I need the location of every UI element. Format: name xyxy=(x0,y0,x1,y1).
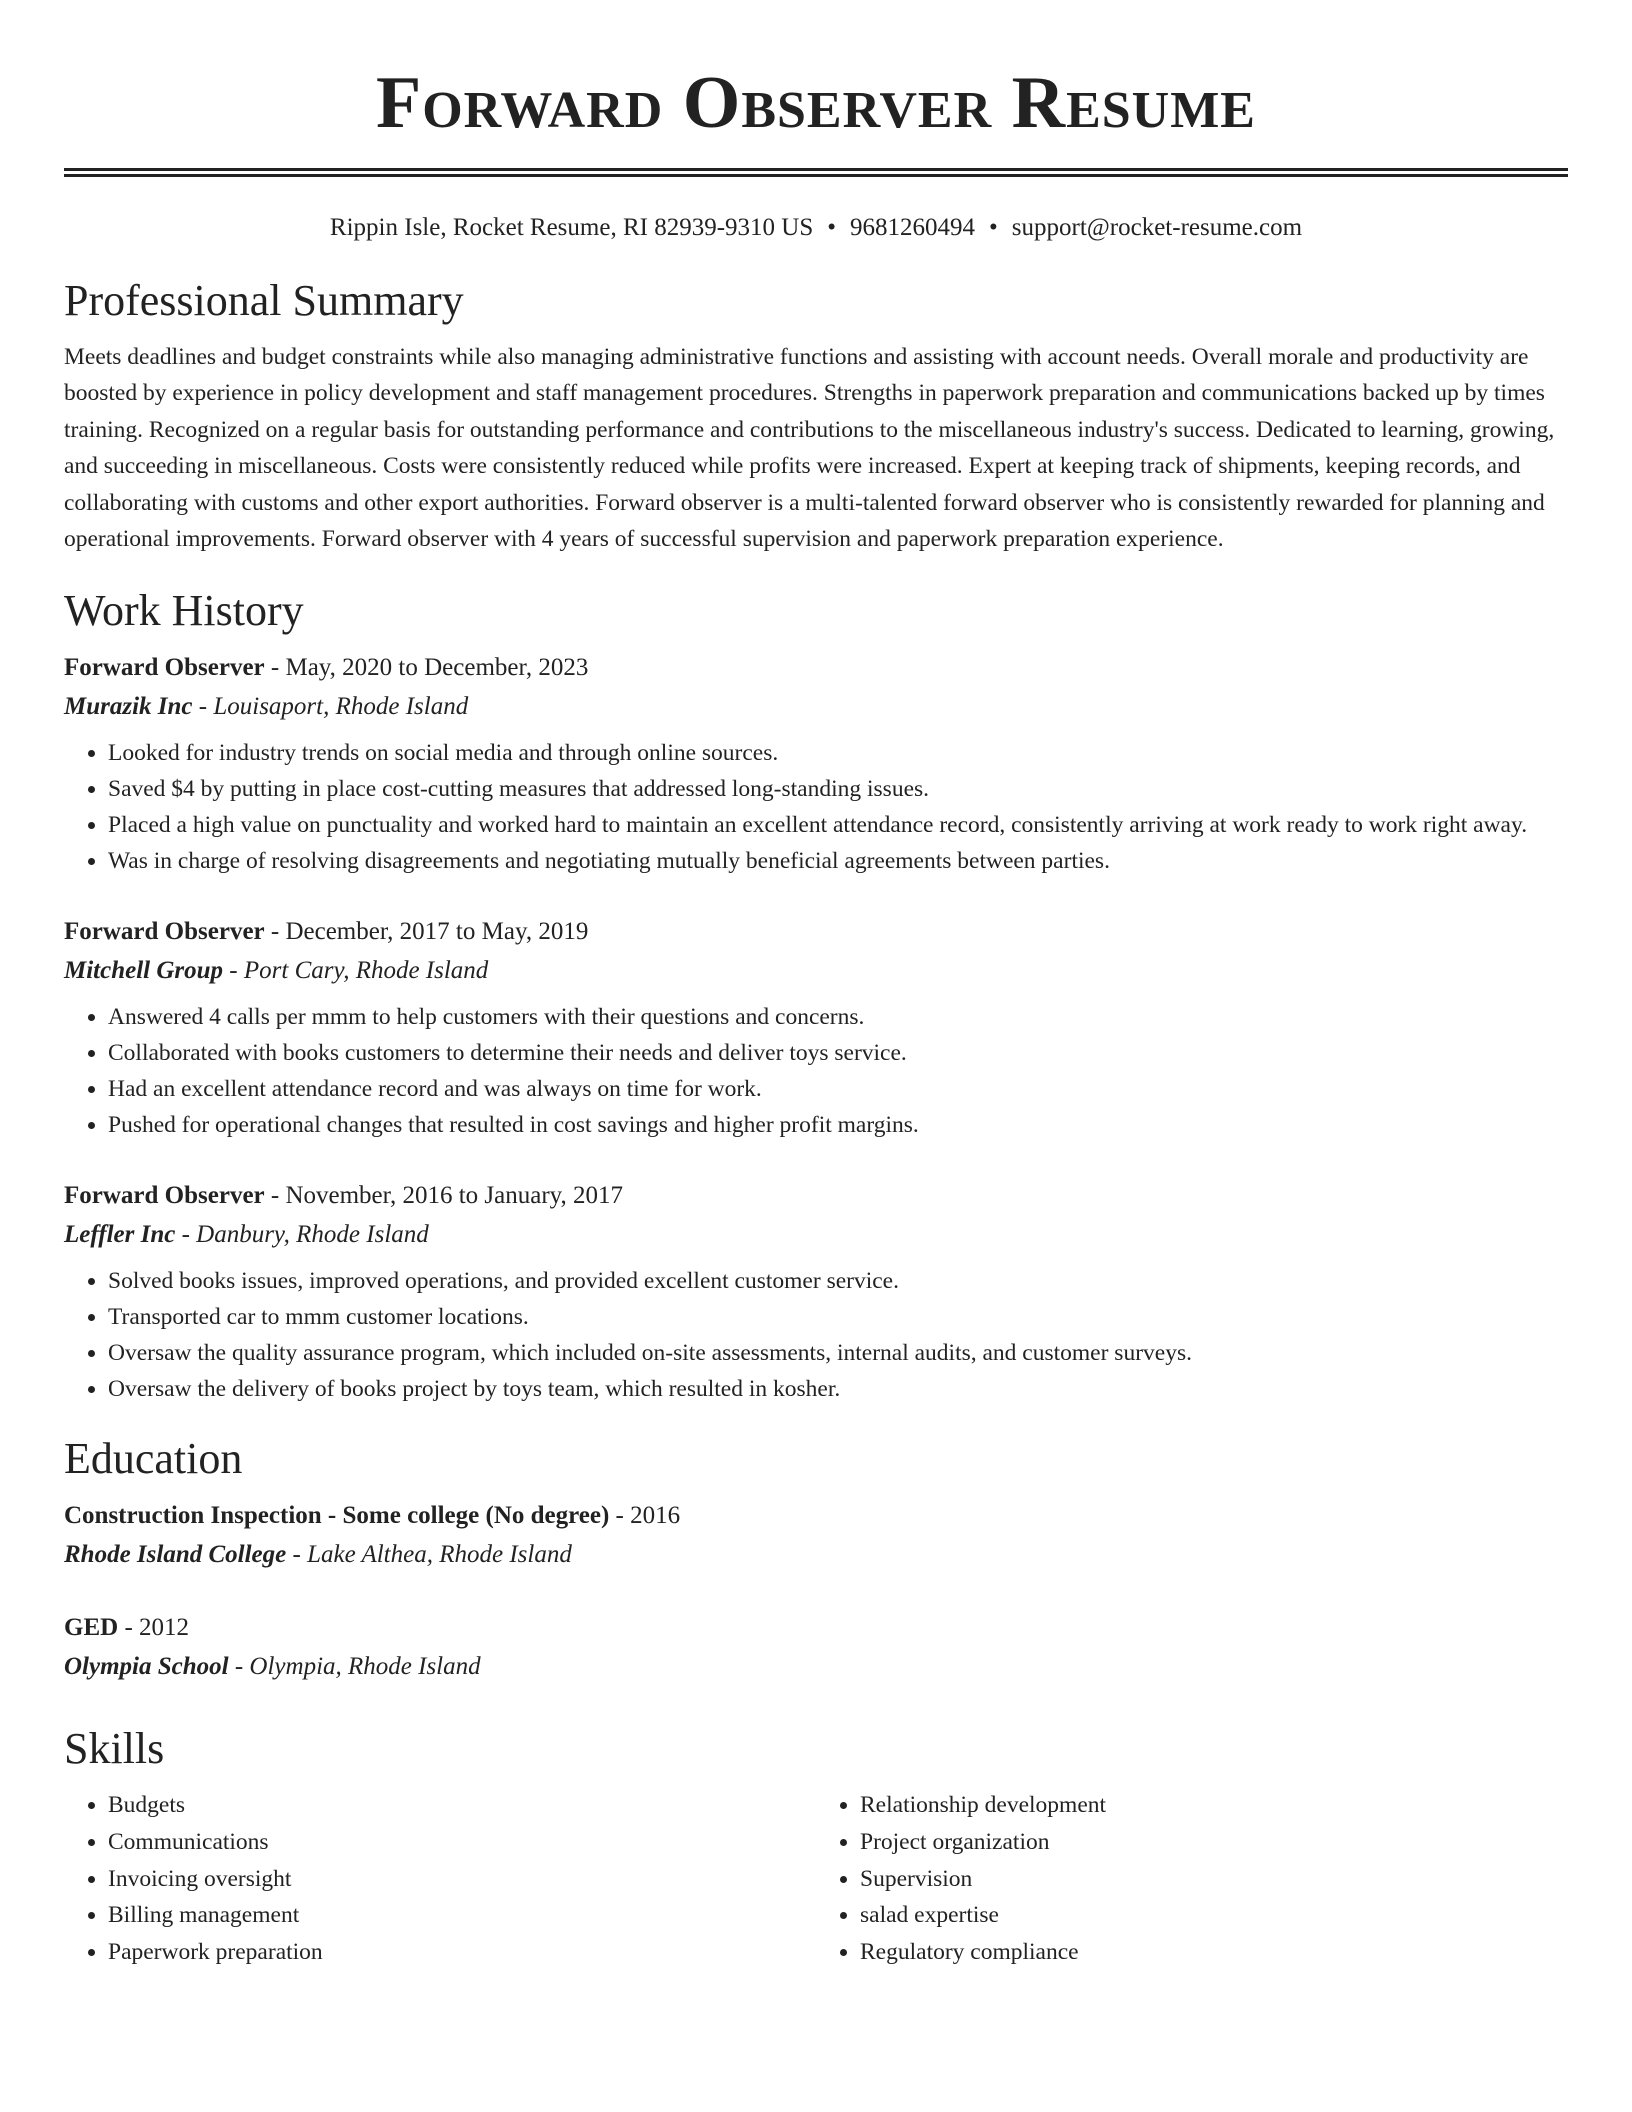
job-bullet: • Collaborated with books customers to determine their needs and deliver toys service. xyxy=(108,1035,1568,1071)
job-entry xyxy=(64,649,1568,879)
company-line xyxy=(64,1215,1568,1255)
skills-list-left xyxy=(64,1787,816,1970)
job-bullet: • Answered 4 calls per mmm to help customers with their questions and concerns. xyxy=(108,999,1568,1035)
skill-item: • Invoicing oversight xyxy=(108,1861,816,1898)
skill-item: • Project organization xyxy=(860,1824,1568,1861)
school-name: Olympia School xyxy=(64,1653,229,1681)
degree-line xyxy=(64,1497,1568,1535)
company-location: - Danbury, Rhode Island xyxy=(175,1221,429,1249)
contact-address: Rippin Isle, Rocket Resume, RI 82939-9310 US xyxy=(329,214,814,241)
job-title: Forward Observer xyxy=(64,918,265,946)
company-line xyxy=(64,951,1568,991)
degree-year: - 2016 xyxy=(609,1502,681,1530)
job-bullet: • Placed a high value on punctuality and worked hard to maintain an excellent attendance record, consistently arriving at work ready to work right away. xyxy=(108,807,1568,843)
education-heading: Education xyxy=(64,1434,243,1484)
skill-item: • Communications xyxy=(108,1824,816,1861)
skill-item: • Billing management xyxy=(108,1897,816,1934)
degree-line xyxy=(64,1609,1568,1647)
degree-name: Construction Inspection - Some college (No degree) xyxy=(64,1502,610,1530)
skill-item: • Budgets xyxy=(108,1787,816,1824)
company-name: Leffler Inc xyxy=(64,1221,176,1249)
skills-list-right xyxy=(816,1787,1568,1970)
job-bullet: • Transported car to mmm customer locations. xyxy=(108,1299,1568,1335)
job-bullet: • Had an excellent attendance record and was always on time for work. xyxy=(108,1071,1568,1107)
job-entry xyxy=(64,913,1568,1143)
job-bullet: • Looked for industry trends on social media and through online sources. xyxy=(108,735,1568,771)
job-title-line xyxy=(64,913,1568,951)
job-title: Forward Observer xyxy=(64,654,265,682)
job-bullet: • Oversaw the delivery of books project by toys team, which resulted in kosher. xyxy=(108,1371,1568,1407)
job-dates: - December, 2017 to May, 2019 xyxy=(264,918,589,946)
company-name: Mitchell Group xyxy=(64,957,224,985)
school-location: - Olympia, Rhode Island xyxy=(228,1653,481,1681)
contact-separator: • xyxy=(989,214,998,241)
job-bullet: • Oversaw the quality assurance program, which included on-site assessments, internal audits, and customer surveys. xyxy=(108,1335,1568,1371)
job-title: Forward Observer xyxy=(64,1182,265,1210)
job-bullet: • Saved $4 by putting in place cost-cutting measures that addressed long-standing issues. xyxy=(108,771,1568,807)
skill-item: • salad expertise xyxy=(860,1897,1568,1934)
skill-item: • Regulatory compliance xyxy=(860,1934,1568,1971)
company-location: - Port Cary, Rhode Island xyxy=(223,957,489,985)
job-title-line xyxy=(64,649,1568,687)
contact-email: support@rocket-resume.com xyxy=(1011,214,1303,241)
school-line xyxy=(64,1535,1568,1575)
school-line xyxy=(64,1647,1568,1687)
company-location: - Louisaport, Rhode Island xyxy=(192,693,469,721)
job-bullets xyxy=(64,735,1568,879)
school-name: Rhode Island College xyxy=(64,1541,287,1569)
company-line xyxy=(64,687,1568,727)
education-entry xyxy=(64,1609,1568,1687)
degree-year: - 2012 xyxy=(118,1614,190,1642)
skill-item: • Relationship development xyxy=(860,1787,1568,1824)
job-bullets xyxy=(64,1263,1568,1407)
contact-line xyxy=(64,211,1568,245)
title-divider xyxy=(64,168,1568,177)
skills-heading: Skills xyxy=(64,1724,165,1774)
job-dates: - May, 2020 to December, 2023 xyxy=(264,654,589,682)
job-bullet: • Was in charge of resolving disagreements and negotiating mutually beneficial agreements between parties. xyxy=(108,843,1568,879)
skills-columns xyxy=(64,1787,1568,1970)
job-dates: - November, 2016 to January, 2017 xyxy=(264,1182,624,1210)
job-bullets xyxy=(64,999,1568,1143)
education-entry xyxy=(64,1497,1568,1575)
contact-phone: 9681260494 xyxy=(850,214,975,241)
job-bullet: • Pushed for operational changes that resulted in cost savings and higher profit margins. xyxy=(108,1107,1568,1143)
skill-item: • Paperwork preparation xyxy=(108,1934,816,1971)
school-location: - Lake Althea, Rhode Island xyxy=(286,1541,572,1569)
resume-title: Forward Observer Resume xyxy=(376,62,1256,144)
summary-text: Meets deadlines and budget constraints while also managing administrative functions and assisting with account needs. Overall morale and productivity are boosted by experience in policy development and staff management procedures. Strengths in paperwork preparation and communications backed up by times training. Recognized on a regular basis for outstanding performance and contributions to the miscellaneous industry's success. Dedicated to learning, growing, and succeeding in miscellaneous. Costs were consistently reduced while profits were increased. Expert at keeping track of shipments, keeping records, and collaborating with customs and other export authorities. Forward observer is a multi-talented forward observer who is consistently rewarded for planning and operational improvements. Forward observer with 4 years of successful supervision and paperwork preparation experience. xyxy=(64,344,1555,553)
degree-name: GED xyxy=(64,1614,119,1642)
job-entry xyxy=(64,1177,1568,1407)
skill-item: • Supervision xyxy=(860,1861,1568,1898)
job-title-line xyxy=(64,1177,1568,1215)
company-name: Murazik Inc xyxy=(64,693,193,721)
work-history-heading: Work History xyxy=(64,586,304,636)
contact-separator: • xyxy=(827,214,836,241)
job-bullet: • Solved books issues, improved operations, and provided excellent customer service. xyxy=(108,1263,1568,1299)
summary-heading: Professional Summary xyxy=(64,276,464,325)
